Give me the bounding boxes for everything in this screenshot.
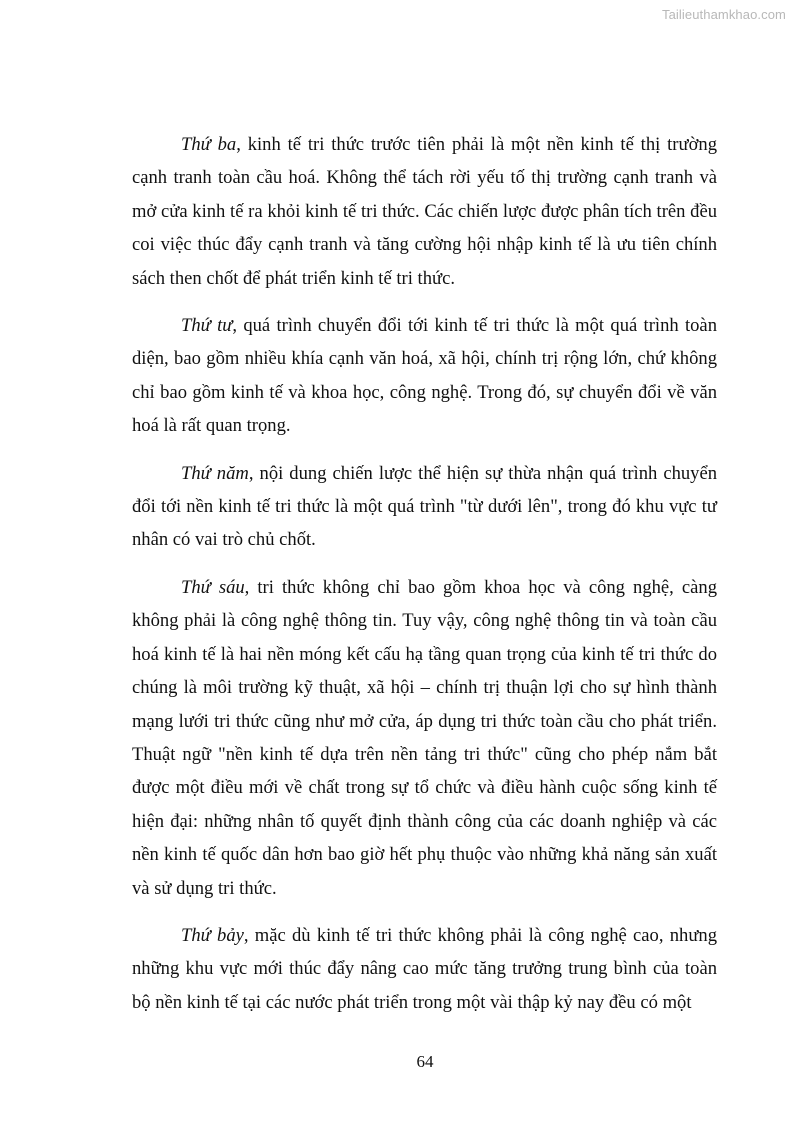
paragraph-thu-nam <box>132 457 717 557</box>
paragraph-lead: Thứ ba <box>181 134 237 155</box>
paragraph-lead: Thứ tư <box>181 315 233 337</box>
paragraph-thu-ba <box>132 128 717 295</box>
paragraph-lead: Thứ năm <box>181 462 249 484</box>
paragraph-lead: Thứ bảy <box>181 924 244 946</box>
paragraph-text: , tri thức không chỉ bao gồm khoa học và công nghệ, càng không phải là công nghệ thông tin. Tuy vậy, công nghệ thông tin và toàn cầu hoá kinh tế là hai nền móng kết cấu hạ tầng quan trọng của kinh tế tri thức do chúng là môi trường kỹ thuật, xã hội – chính trị thuận lợi cho sự hình thành mạng lưới tri thức cũng như mở cửa, áp dụng tri thức toàn cầu cho phát triển. Thuật ngữ "nền kinh tế dựa trên nền tảng tri thức" cũng cho phép nắm bắt được một điều mới về chất trong sự tổ chức và điều hành cuộc sống kinh tế hiện đại: những nhân tố quyết định thành công của các doanh nghiệp và các nền kinh tế quốc dân hơn bao giờ hết phụ thuộc vào những khả năng sản xuất và sử dụng tri thức. <box>132 576 717 899</box>
paragraph-thu-bay <box>132 919 717 1019</box>
paragraph-text: , mặc dù kinh tế tri thức không phải là công nghệ cao, nhưng những khu vực mới thúc đẩy nâng cao mức tăng trưởng trung bình của toàn bộ nền kinh tế tại các nước phát triển trong một vài thập kỷ nay đều có một <box>132 924 717 1013</box>
page-body <box>132 128 717 1033</box>
paragraph-text: , quá trình chuyển đổi tới kinh tế tri thức là một quá trình toàn diện, bao gồm nhiều khía cạnh văn hoá, xã hội, chính trị rộng lớn, chứ không chỉ bao gồm kinh tế và khoa học, công nghệ. Trong đó, sự chuyển đổi về văn hoá là rất quan trọng. <box>132 315 717 437</box>
page-number: 64 <box>416 1052 434 1071</box>
paragraph-text: , kinh tế tri thức trước tiên phải là một nền kinh tế thị trường cạnh tranh toàn cầu hoá. Không thể tách rời yếu tố thị trường cạnh tranh và mở cửa kinh tế ra khỏi kinh tế tri thức. Các chiến lược được phân tích trên đều coi việc thúc đẩy cạnh tranh và tăng cường hội nhập kinh tế là ưu tiên chính sách then chốt để phát triển kinh tế tri thức. <box>132 134 717 289</box>
paragraph-thu-tu <box>132 309 717 443</box>
paragraph-lead: Thứ sáu <box>181 576 245 598</box>
paragraph-thu-sau <box>132 571 717 905</box>
watermark: Tailieuthamkhao.com <box>661 7 786 22</box>
paragraph-text: , nội dung chiến lược thể hiện sự thừa nhận quá trình chuyển đổi tới nền kinh tế tri thức là một quá trình "từ dưới lên", trong đó khu vực tư nhân có vai trò chủ chốt. <box>132 462 718 551</box>
